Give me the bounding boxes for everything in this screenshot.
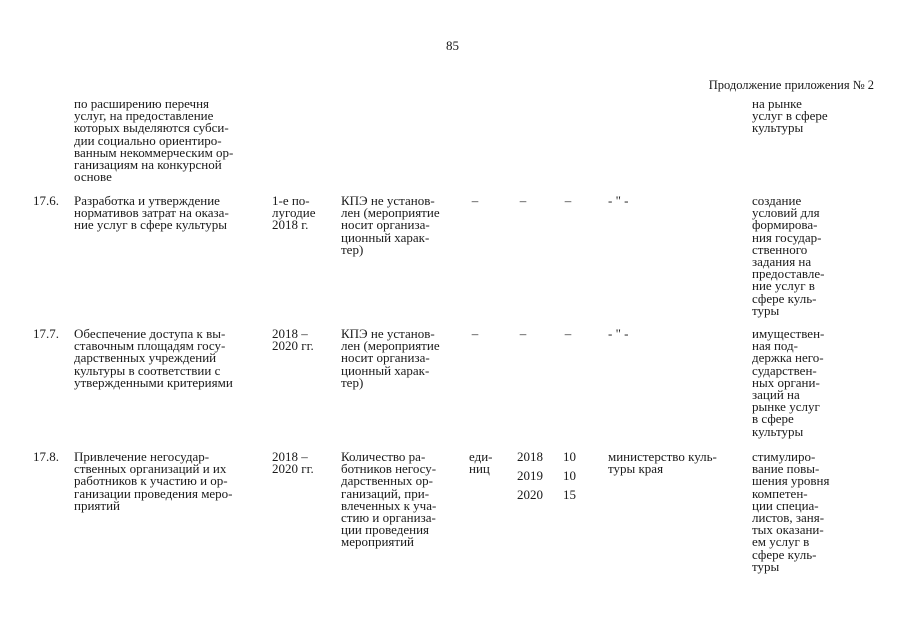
row-value: 10: [563, 449, 576, 464]
row-number: 17.7.: [33, 326, 59, 341]
row-result: создание условий для формирова- ния государ- ственного задания на предоставле- ние услуг в сфере куль- туры: [752, 193, 825, 318]
row-unit: –: [471, 326, 479, 341]
row-responsible: - " -: [608, 326, 629, 341]
row-term: 1-е по- лугодие 2018 г.: [272, 193, 316, 233]
row-result: стимулиро- вание повы- шения уровня компетен- ции специа- листов, заня- тых оказани- ем услуг в сфере куль- туры: [752, 449, 830, 574]
row-year: –: [519, 193, 527, 208]
row-event: Привлечение негосудар- ственных организаций и их работников к участию и ор- ганизации проведения меро- приятий: [74, 449, 233, 513]
row-term: 2018 – 2020 гг.: [272, 326, 314, 354]
carry-over-result: на рынке услуг в сфере культуры: [752, 96, 828, 136]
row-indicator: Количество ра- ботников негосу- дарственных ор- ганизаций, при- влеченных к уча- стию и организа- ции проведения мероприятий: [341, 449, 437, 550]
carry-over-event: по расширению перечня услуг, на предоставление которых выделяются субси- дии социально ориентиро- ванным некоммерческим ор- ганизациям на конкурсной основе: [74, 96, 234, 185]
row-value: 15: [563, 487, 576, 502]
row-unit: еди- ниц: [469, 449, 493, 477]
row-event: Разработка и утверждение нормативов затрат на оказа- ние услуг в сфере культуры: [74, 193, 229, 233]
row-number: 17.8.: [33, 449, 59, 464]
row-event: Обеспечение доступа к вы- ставочным площадям госу- дарственных учреждений культуры в соответствии с утвержденными критериями: [74, 326, 233, 390]
row-value: –: [564, 193, 572, 208]
row-term: 2018 – 2020 гг.: [272, 449, 314, 477]
row-responsible: министерство куль- туры края: [608, 449, 717, 477]
row-value: –: [564, 326, 572, 341]
row-unit: –: [471, 193, 479, 208]
row-responsible: - " -: [608, 193, 629, 208]
row-value: 10: [563, 468, 576, 483]
row-year: 2020: [517, 487, 543, 502]
row-year: 2019: [517, 468, 543, 483]
continuation-label: Продолжение приложения № 2: [708, 78, 874, 92]
row-result: имуществен- ная под- держка него- сударствен- ных органи- заций на рынке услуг в сфере культуры: [752, 326, 825, 439]
row-year: –: [519, 326, 527, 341]
page-number: 85: [446, 38, 459, 53]
row-year: 2018: [517, 449, 543, 464]
row-number: 17.6.: [33, 193, 59, 208]
row-indicator: КПЭ не установ- лен (мероприятие носит организа- ционный харак- тер): [341, 326, 440, 390]
row-indicator: КПЭ не установ- лен (мероприятие носит организа- ционный харак- тер): [341, 193, 440, 257]
